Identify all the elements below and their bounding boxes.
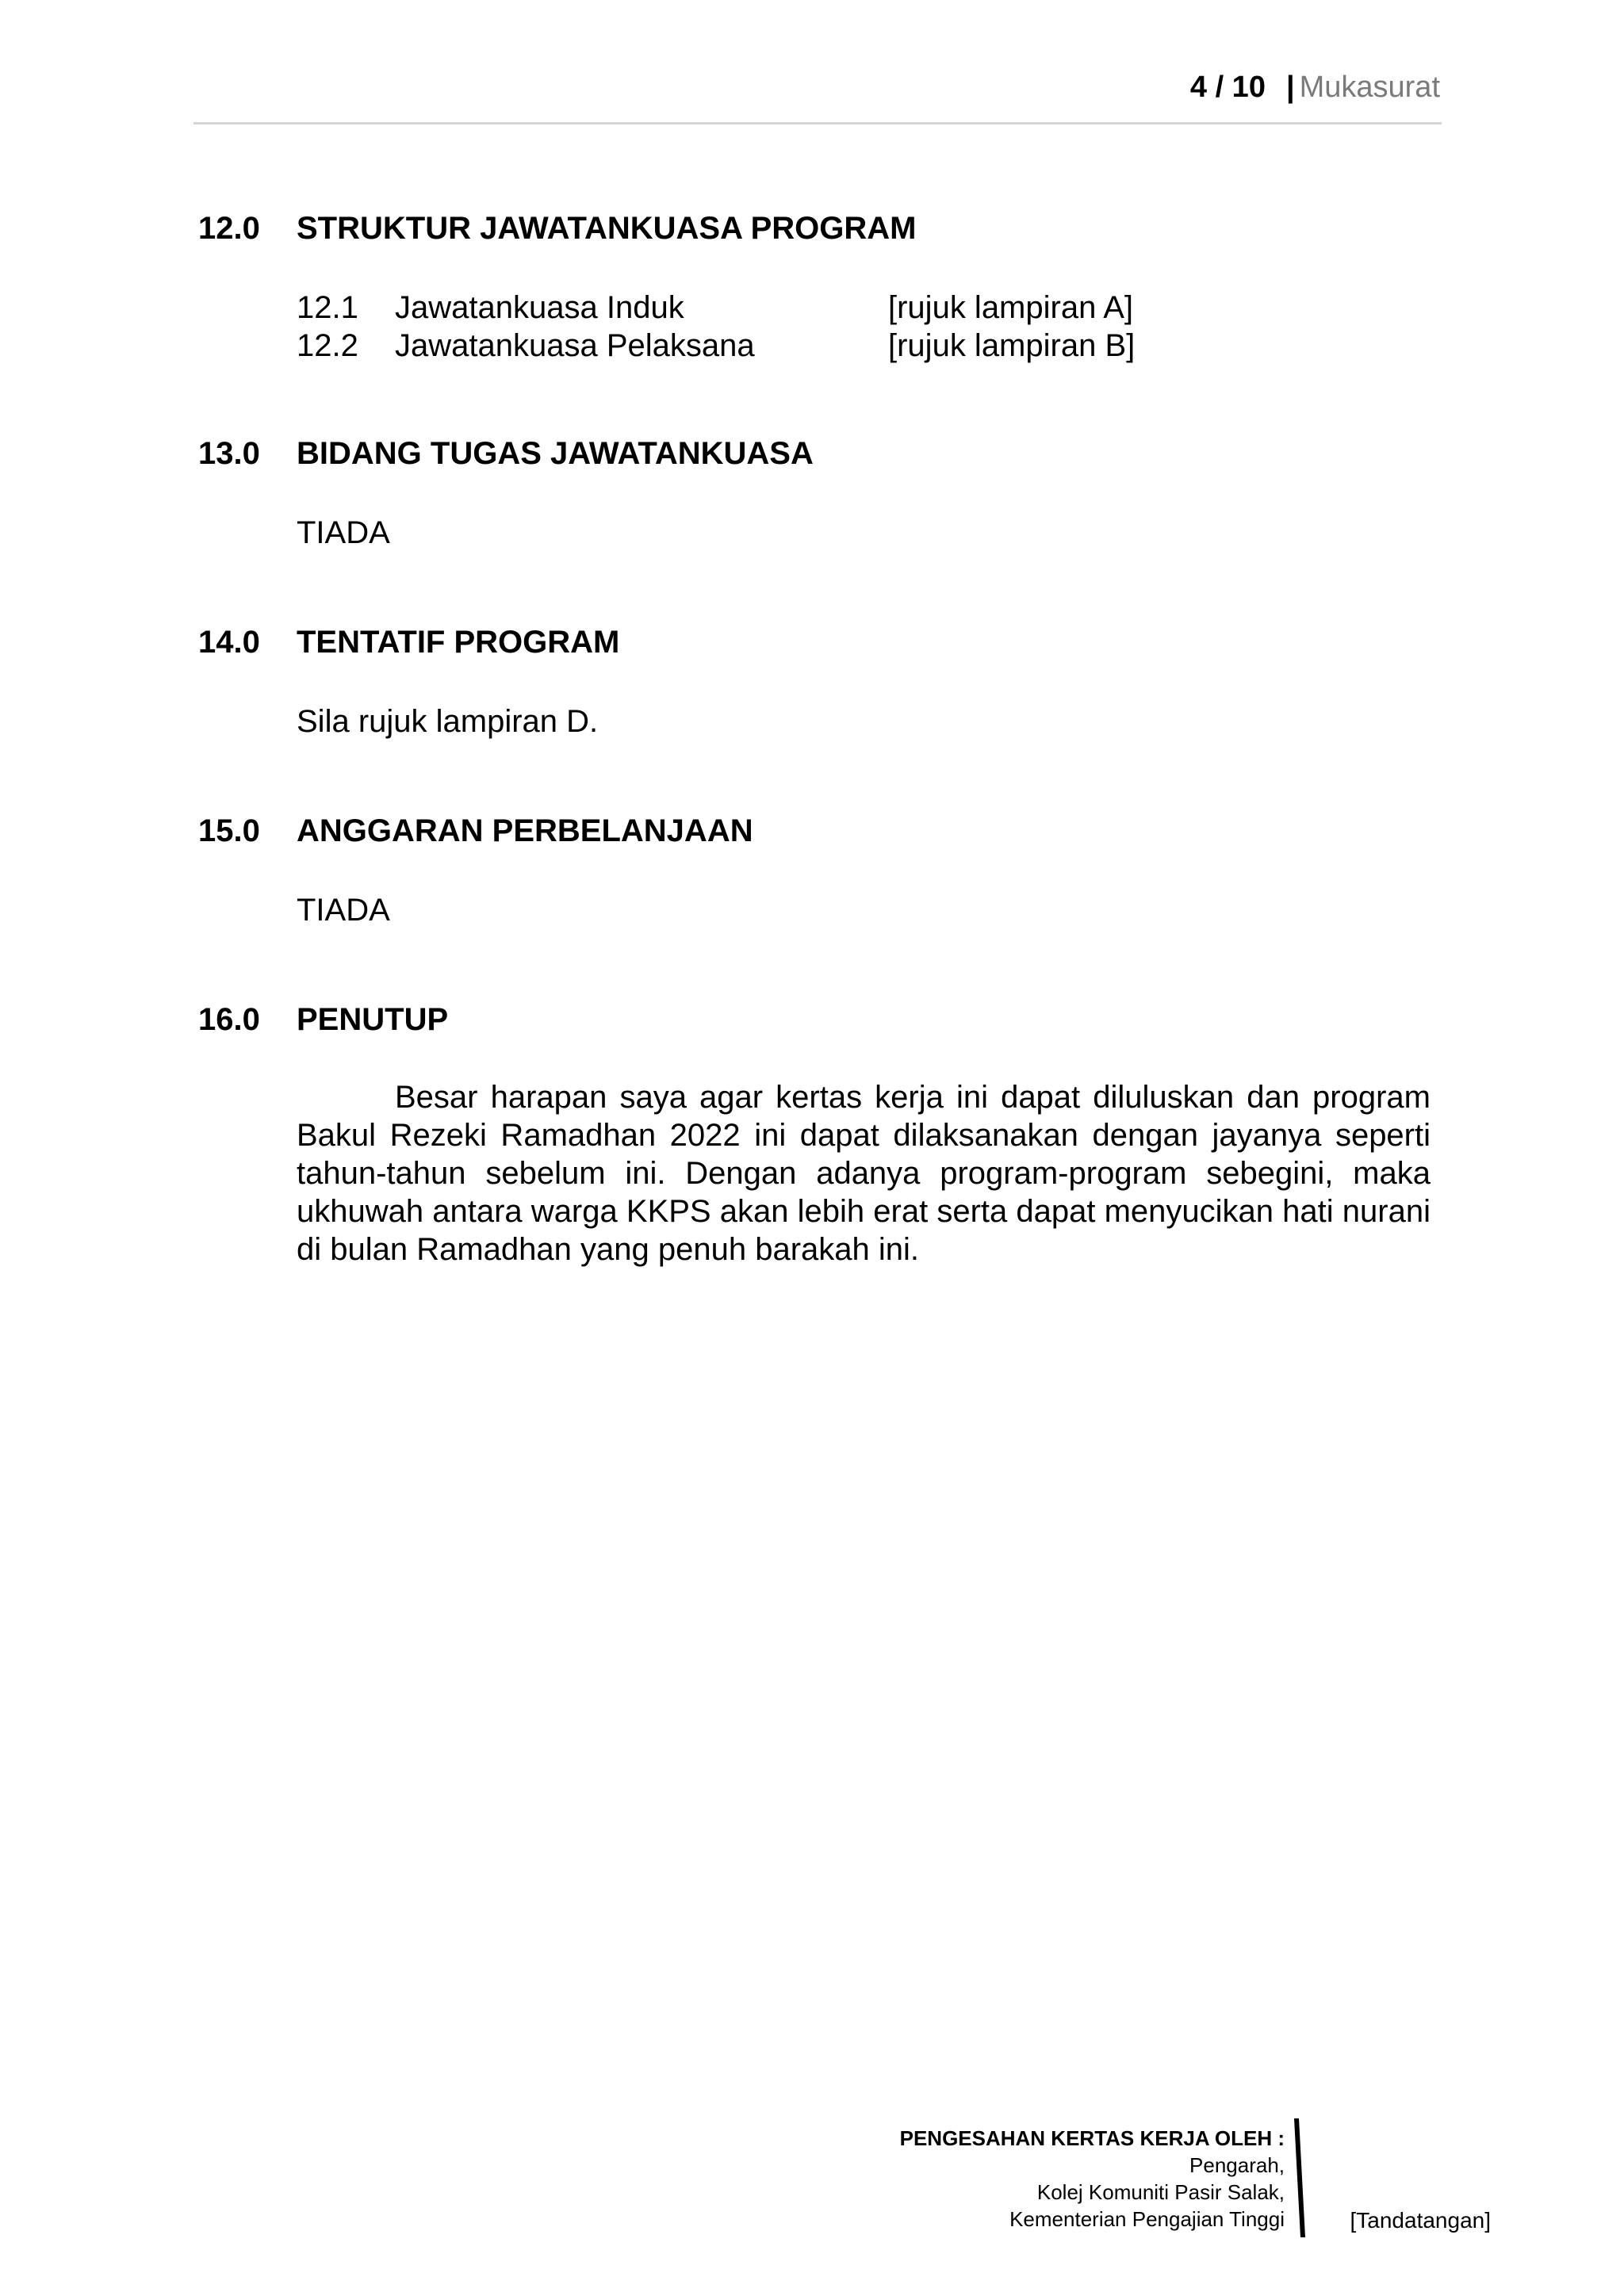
section-number: 14.0 [198, 625, 260, 660]
section-13 [198, 434, 814, 473]
section-title: ANGGARAN PERBELANJAAN [297, 813, 753, 848]
section-heading [198, 623, 619, 661]
section-body-text: TIADA [297, 515, 390, 550]
item-number: 12.2 [297, 328, 358, 363]
approval-footer [793, 2118, 1586, 2245]
section-number: 13.0 [198, 436, 260, 471]
section-heading [198, 434, 814, 473]
section-heading [198, 1001, 448, 1039]
section-16 [198, 1001, 448, 1039]
approver-institution: Kolej Komuniti Pasir Salak, [1036, 2180, 1285, 2204]
header-separator: | [1285, 71, 1295, 104]
section-title: PENUTUP [297, 1002, 449, 1037]
item-reference: [rujuk lampiran B] [888, 328, 1136, 363]
signature-placeholder: [Tandatangan] [1350, 2208, 1491, 2233]
section-number: 16.0 [198, 1002, 260, 1037]
closing-paragraph: Besar harapan saya agar kertas kerja ini dapat diluluskan dan program Bakul Rezeki Ramadhan 2022 ini dapat dilaksanakan dengan jayanya seperti tahun-tahun sebelum ini. Dengan adanya program-program sebegini, maka ukhuwah antara warga KKPS akan lebih erat serta dapat menyucikan hati nurani di bulan Ramadhan yang penuh barakah ini. [297, 1080, 1431, 1267]
page-label: Mukasurat [1299, 71, 1440, 104]
approval-title: PENGESAHAN KERTAS KERJA OLEH : [899, 2126, 1285, 2150]
section-title: BIDANG TUGAS JAWATANKUASA [297, 436, 814, 471]
section-heading [198, 812, 753, 850]
approver-position: Pengarah, [1189, 2153, 1285, 2177]
section-15 [198, 812, 753, 850]
approver-ministry: Kementerian Pengajian Tinggi [1009, 2207, 1285, 2231]
page-number: 4 / 10 [1189, 71, 1266, 104]
page-header [193, 67, 1442, 124]
section-body-text: Sila rujuk lampiran D. [297, 704, 599, 739]
page-indicator [1190, 70, 1440, 105]
section-title: STRUKTUR JAWATANKUASA PROGRAM [297, 211, 917, 246]
section-number: 12.0 [198, 211, 260, 246]
section-12 [198, 209, 916, 247]
item-label: Jawatankuasa Pelaksana [395, 328, 755, 363]
section-number: 15.0 [198, 813, 260, 848]
section-heading [198, 209, 916, 247]
section-body-text: TIADA [297, 893, 390, 928]
divider-bar [1293, 2118, 1305, 2237]
section-title: TENTATIF PROGRAM [297, 625, 620, 660]
item-reference: [rujuk lampiran A] [888, 290, 1134, 325]
item-label: Jawatankuasa Induk [395, 290, 684, 325]
item-number: 12.1 [297, 290, 358, 325]
section-14 [198, 623, 619, 661]
approval-text [900, 2125, 1285, 2233]
